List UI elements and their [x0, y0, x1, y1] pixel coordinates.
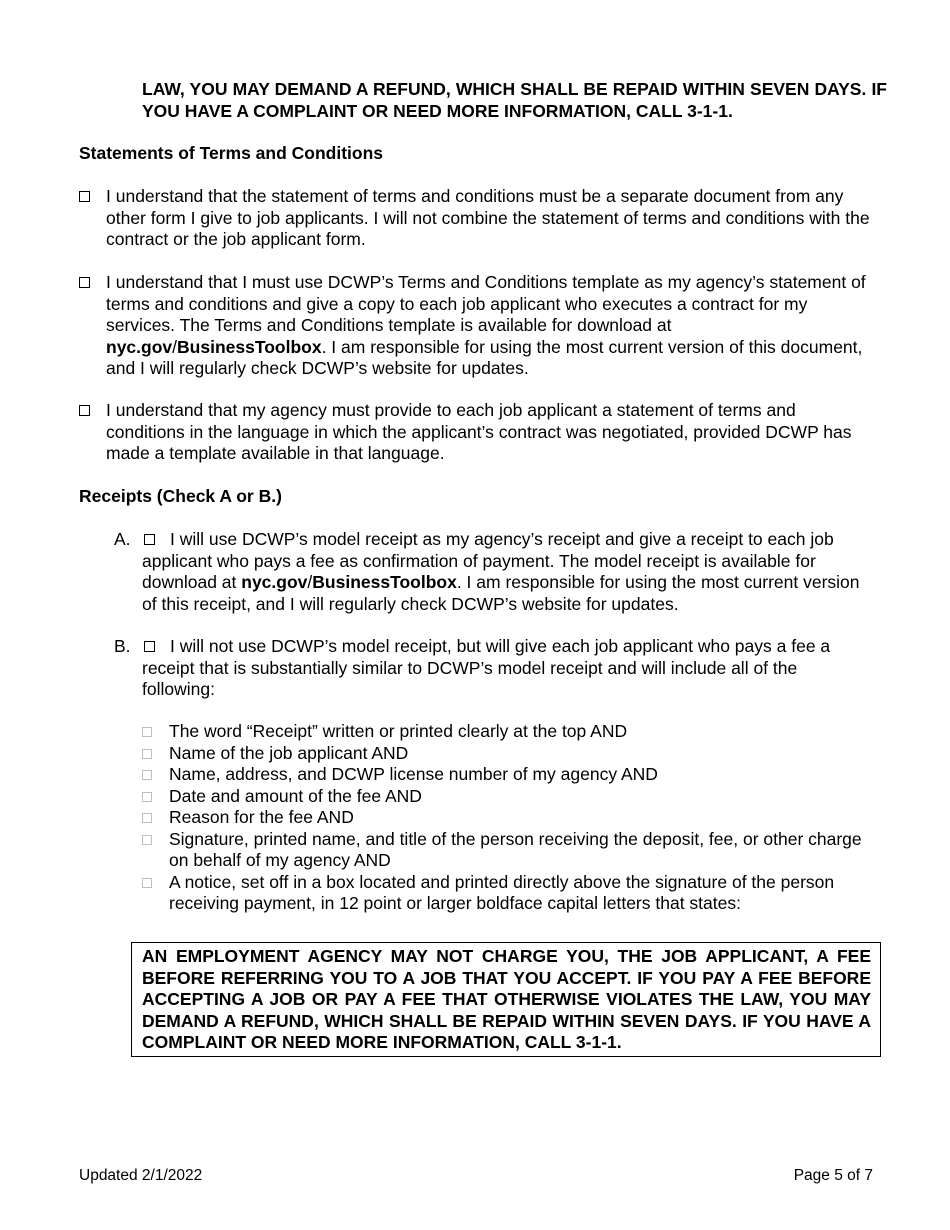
- requirement-item: [141, 872, 876, 915]
- receipt-option-a-text-after: . I am responsible for using the most current version of this receipt, and I will regularly check DCWP’s website for updates.: [142, 572, 860, 614]
- requirement-item: [141, 829, 876, 872]
- requirement-item: [141, 721, 876, 743]
- terms-item-2-link-sep: /: [172, 336, 178, 357]
- terms-item-3-checkbox[interactable]: [79, 405, 90, 416]
- receipt-option-a-link-sep: /: [307, 572, 313, 592]
- requirement-item: [141, 786, 876, 808]
- terms-item-1: [79, 186, 874, 251]
- requirement-text: A notice, set off in a box located and printed directly above the signature of the person receiving payment, in 12 point or larger boldface capital letters that states:: [169, 871, 835, 913]
- boxed-notice: AN EMPLOYMENT AGENCY MAY NOT CHARGE YOU, THE JOB APPLICANT, A FEE BEFORE REFERRING YOU TO A JOB THAT YOU ACCEPT. IF YOU PAY A FEE BEFORE ACCEPTING A JOB OR PAY A FEE THAT OTHERWISE VIOLATES THE LAW, YOU MAY DEMAND A REFUND, WHICH SHALL BE REPAID WITHIN SEVEN DAYS. IF YOU HAVE A COMPLAINT OR NEED MORE INFORMATION, CALL 3-1-1.: [131, 942, 881, 1057]
- receipt-option-a-text-before: I will use DCWP’s model receipt as my agency’s receipt and give a receipt to each job applicant who pays a fee as confirmation of payment. The model receipt is available for download at: [142, 529, 834, 592]
- receipt-option-a-link-path: BusinessToolbox: [312, 572, 457, 592]
- requirement-text: Name of the job applicant AND: [169, 742, 409, 763]
- receipt-option-b-text: I will not use DCWP’s model receipt, but will give each job applicant who pays a fee a receipt that is substantially similar to DCWP’s model receipt and will include all of the following:: [142, 636, 831, 699]
- requirement-checkbox[interactable]: [142, 835, 152, 845]
- receipt-option-a: [114, 529, 874, 615]
- terms-item-1-text: I understand that the statement of terms and conditions must be a separate document from any other form I give to job applicants. I will not combine the statement of terms and conditions with the contract or the job applicant form.: [106, 186, 870, 249]
- receipt-option-a-link-domain: nyc.gov: [241, 572, 308, 592]
- receipt-option-a-checkbox[interactable]: [144, 534, 155, 545]
- terms-section-heading: Statements of Terms and Conditions: [79, 143, 384, 163]
- receipt-option-b-checkbox[interactable]: [144, 641, 155, 652]
- receipt-option-a-text: [142, 529, 874, 615]
- terms-item-2-link-path: BusinessToolbox: [177, 336, 322, 357]
- terms-item-2-checkbox[interactable]: [79, 277, 90, 288]
- terms-item-1-checkbox[interactable]: [79, 191, 90, 202]
- requirement-checkbox[interactable]: [142, 770, 152, 780]
- requirement-checkbox[interactable]: [142, 813, 152, 823]
- footer-updated-date: Updated 2/1/2022: [79, 1167, 203, 1184]
- receipt-option-b: [114, 636, 874, 701]
- receipt-option-a-letter: A.: [114, 529, 131, 549]
- requirement-text: Signature, printed name, and title of the person receiving the deposit, fee, or other charge on behalf of my agency AND: [169, 828, 862, 870]
- requirement-checkbox[interactable]: [142, 727, 152, 737]
- terms-item-2-link-domain: nyc.gov: [106, 336, 173, 357]
- requirement-text: Name, address, and DCWP license number of my agency AND: [169, 764, 658, 784]
- requirement-text: Reason for the fee AND: [169, 807, 354, 827]
- terms-item-2-text: [106, 272, 874, 380]
- terms-item-3-text: I understand that my agency must provide to each job applicant a statement of terms and conditions in the language in which the applicant’s contract was negotiated, provided DCWP has made a template available in that language.: [106, 400, 852, 463]
- requirement-checkbox[interactable]: [142, 878, 152, 888]
- terms-item-2: [79, 272, 874, 380]
- receipt-option-b-letter: B.: [114, 636, 131, 656]
- terms-item-2-text-after: . I am responsible for using the most current version of this document, and I will regularly check DCWP’s website for updates.: [106, 336, 863, 378]
- requirement-checkbox[interactable]: [142, 792, 152, 802]
- receipts-section-heading: Receipts (Check A or B.): [79, 486, 282, 506]
- requirement-text: The word “Receipt” written or printed clearly at the top AND: [169, 721, 628, 741]
- requirement-item: [141, 743, 876, 765]
- footer-page-number: Page 5 of 7: [793, 1167, 873, 1184]
- receipt-requirements-list: [141, 721, 876, 915]
- requirement-item: [141, 807, 876, 829]
- requirement-checkbox[interactable]: [142, 749, 152, 759]
- requirement-text: Date and amount of the fee AND: [169, 785, 422, 806]
- terms-item-3: [79, 400, 874, 465]
- requirement-item: [141, 764, 876, 786]
- top-notice: LAW, YOU MAY DEMAND A REFUND, WHICH SHALL BE REPAID WITHIN SEVEN DAYS. IF YOU HAVE A COMPLAINT OR NEED MORE INFORMATION, CALL 3-1-1.: [142, 79, 887, 121]
- terms-item-2-text-before: I understand that I must use DCWP’s Terms and Conditions template as my agency’s statement of terms and conditions and give a copy to each job applicant who executes a contract for my services. The Terms and Conditions template is available for download at: [106, 272, 866, 335]
